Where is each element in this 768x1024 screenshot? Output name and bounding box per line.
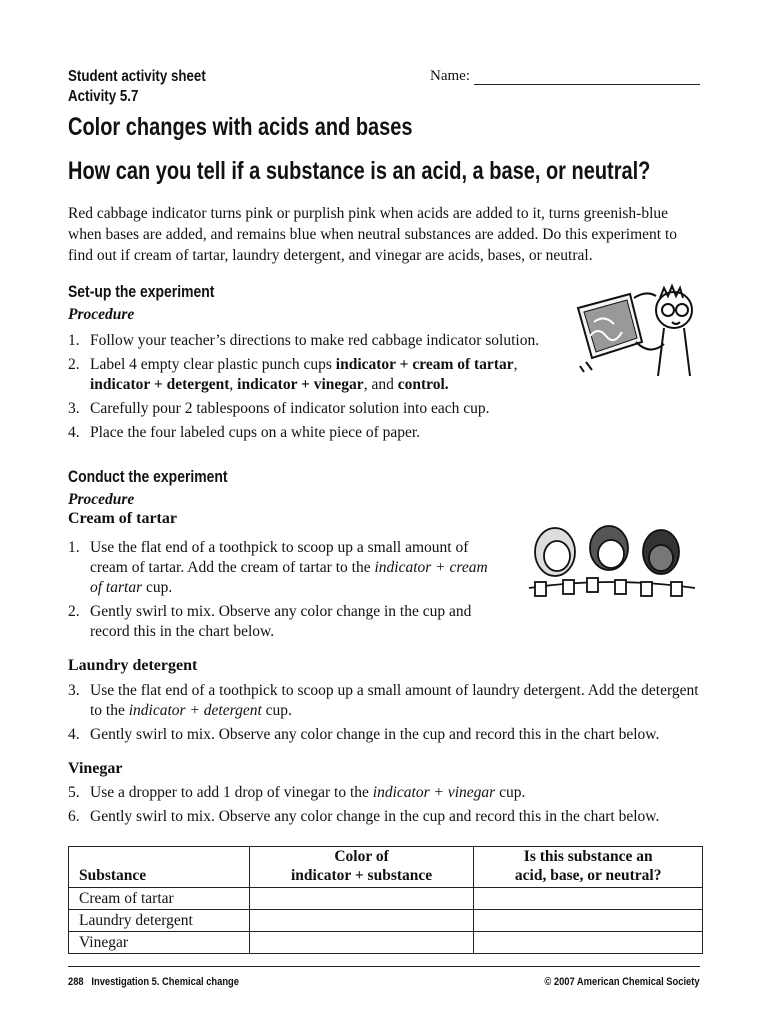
step-text: Label 4 empty clear plastic punch cups [90, 356, 336, 373]
detergent-heading: Laundry detergent [68, 657, 198, 674]
table-row [69, 932, 703, 954]
name-line[interactable] [474, 70, 700, 85]
step-text: Use a dropper to add 1 drop of vinegar to the [90, 784, 373, 801]
color-cell[interactable] [249, 910, 474, 932]
step-number: 4. [68, 726, 80, 743]
separator: , [513, 356, 518, 373]
step-text: cup. [142, 579, 173, 596]
list-item [68, 681, 700, 721]
footer-page-info: 288 Investigation 5. Chemical change [68, 976, 239, 988]
setup-heading: Set-up the experiment [68, 282, 215, 301]
step-number: 3. [68, 682, 80, 699]
students-with-cups-illustration [525, 518, 700, 606]
type-cell[interactable] [474, 910, 703, 932]
step-text: Follow your teacher’s directions to make red cabbage indicator solution. [90, 332, 540, 349]
header-substance: Substance [69, 847, 250, 888]
step-text: Carefully pour 2 tablespoons of indicator solution into each cup. [90, 400, 490, 417]
substance-cell: Laundry detergent [69, 910, 250, 932]
detergent-steps [68, 681, 700, 749]
step-number: 4. [68, 424, 80, 441]
substance-cell: Vinegar [69, 932, 250, 954]
substance-cell: Cream of tartar [69, 888, 250, 910]
step-text: Place the four labeled cups on a white piece of paper. [90, 424, 421, 441]
step-text: Gently swirl to mix. Observe any color change in the cup and record this in the chart below. [90, 603, 472, 640]
cup-name: indicator + vinegar [372, 784, 496, 801]
table-header-row [69, 847, 703, 888]
header-color-line2: indicator + substance [290, 867, 433, 884]
sheet-header [68, 67, 206, 107]
header-type-line2: acid, base, or neutral? [514, 867, 662, 884]
setup-procedure-label: Procedure [68, 306, 135, 323]
type-cell[interactable] [474, 888, 703, 910]
name-field[interactable] [430, 68, 700, 85]
page-title: Color changes with acids and bases [68, 113, 413, 141]
step-number: 2. [68, 356, 80, 373]
step-text: Use the flat end of a toothpick to scoop up a small amount of cream of tartar. Add the cream of tartar to the [90, 539, 469, 576]
name-label: Name: [430, 68, 470, 84]
header-type [474, 847, 703, 888]
list-item [68, 423, 568, 443]
step-text: Use the flat end of a toothpick to scoop up a small amount of laundry detergent. Add the detergent to the [90, 682, 699, 719]
cup-label-detergent: indicator + detergent [90, 376, 230, 393]
color-cell[interactable] [249, 888, 474, 910]
separator: , [229, 376, 238, 393]
footer-copyright: © 2007 American Chemical Society [544, 976, 700, 988]
list-item [68, 807, 700, 827]
intro-paragraph: Red cabbage indicator turns pink or purplish pink when acids are added to it, turns greenish-blue when bases are added, and remains blue when neutral substances are added. Do this experiment to find out if cream of tartar, laundry detergent, and vinegar are acids, bases, or neutral. [68, 205, 678, 264]
activity-label: Activity 5.7 [68, 88, 139, 105]
step-number: 5. [68, 784, 80, 801]
list-item [68, 602, 500, 642]
cup-name: indicator + detergent [128, 702, 262, 719]
step-text: cup. [495, 784, 526, 801]
results-table [68, 846, 703, 954]
separator: , and [363, 376, 398, 393]
table-row [69, 888, 703, 910]
student-with-picture-illustration [572, 276, 702, 382]
vinegar-steps [68, 783, 700, 831]
step-number: 3. [68, 400, 80, 417]
list-item [68, 538, 500, 598]
cup-name: indicator + cream of tartar [90, 559, 488, 596]
header-type-line1: Is this substance an [523, 848, 653, 865]
table-row [69, 910, 703, 932]
step-number: 6. [68, 808, 80, 825]
step-text: cup. [261, 702, 292, 719]
conduct-section [68, 467, 568, 528]
step-text: Gently swirl to mix. Observe any color change in the cup and record this in the chart below. [90, 726, 660, 743]
setup-section [68, 282, 568, 327]
cup-label-control: control. [397, 376, 449, 393]
step-number: 1. [68, 332, 80, 349]
list-item [68, 725, 700, 745]
step-number: 2. [68, 603, 80, 620]
conduct-heading: Conduct the experiment [68, 467, 228, 486]
vinegar-heading: Vinegar [68, 760, 123, 777]
color-cell[interactable] [249, 932, 474, 954]
page-question: How can you tell if a substance is an acid, a base, or neutral? [68, 157, 651, 185]
cup-label-vinegar: indicator + vinegar [237, 376, 364, 393]
type-cell[interactable] [474, 932, 703, 954]
setup-steps [68, 331, 568, 447]
step-number: 1. [68, 539, 80, 556]
header-color [249, 847, 474, 888]
cream-heading: Cream of tartar [68, 510, 177, 527]
step-text: Gently swirl to mix. Observe any color change in the cup and record this in the chart below. [90, 808, 660, 825]
sheet-label: Student activity sheet [68, 68, 206, 85]
cream-steps [68, 538, 500, 646]
header-color-line1: Color of [334, 848, 389, 865]
list-item [68, 331, 568, 351]
list-item [68, 783, 700, 803]
list-item [68, 355, 568, 395]
cup-label-cream: indicator + cream of tartar [335, 356, 514, 373]
conduct-procedure-label: Procedure [68, 491, 135, 508]
list-item [68, 399, 568, 419]
footer-divider [68, 966, 700, 967]
